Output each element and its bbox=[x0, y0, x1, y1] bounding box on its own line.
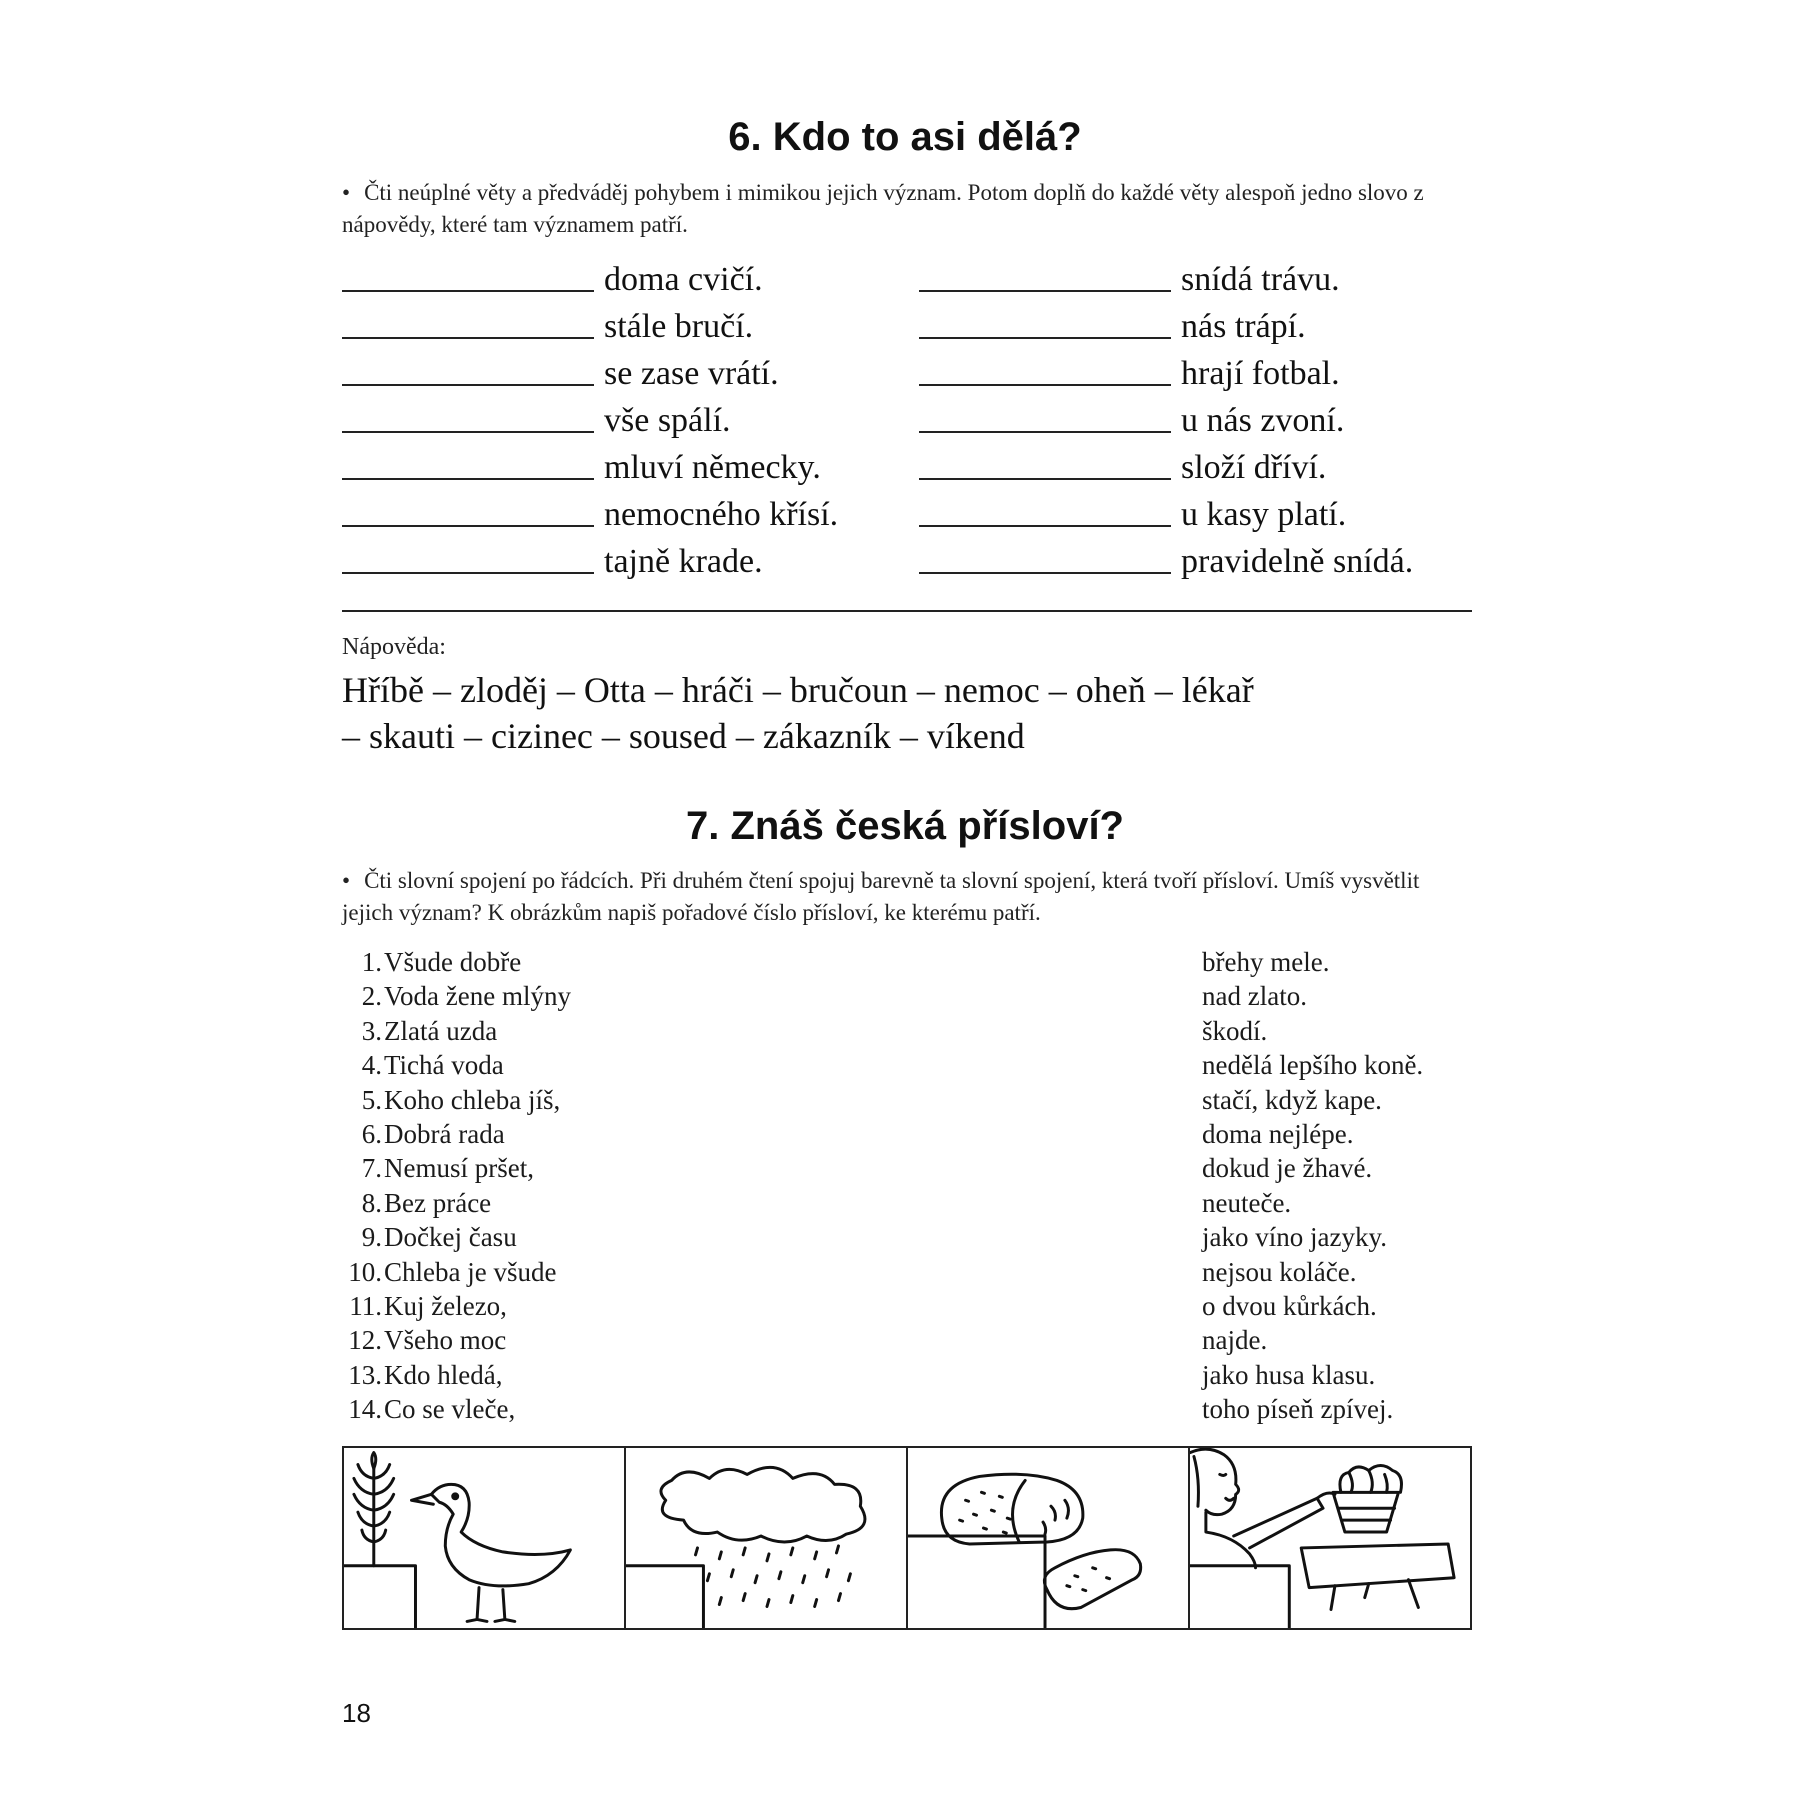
sentence-row bbox=[342, 352, 1472, 399]
picture-strip bbox=[342, 1446, 1472, 1630]
proverb-number: 5. bbox=[361, 1084, 382, 1115]
proverb-start[interactable]: Co se vleče, bbox=[384, 1394, 516, 1425]
sentence-row bbox=[342, 540, 1472, 587]
answer-blank[interactable] bbox=[342, 337, 594, 339]
proverb-row bbox=[342, 1358, 1472, 1392]
bullet: • bbox=[342, 868, 351, 893]
proverb-start[interactable]: Nemusí pršet, bbox=[384, 1153, 534, 1184]
answer-blank[interactable] bbox=[919, 431, 1171, 433]
hint-words-line: – skauti – cizinec – soused – zákazník – víkend bbox=[342, 716, 1025, 756]
answer-blank[interactable] bbox=[342, 525, 594, 527]
proverb-start[interactable]: Tichá voda bbox=[384, 1050, 504, 1081]
proverb-row bbox=[342, 1083, 1472, 1117]
proverb-end[interactable]: škodí. bbox=[1202, 1015, 1268, 1046]
proverb-end[interactable]: nedělá lepšího koně. bbox=[1202, 1050, 1424, 1081]
section-divider bbox=[342, 610, 1472, 612]
proverb-row bbox=[342, 1048, 1472, 1082]
sentence-text: vše spálí. bbox=[604, 402, 731, 439]
instruction-text: Čti slovní spojení po řádcích. Při druhém čtení spojuj barevně ta slovní spojení, která tvoří přísloví. Umíš vysvětlit jejich význam? K obrázkům napiš pořadové číslo přísloví, ke kterému patří. bbox=[342, 868, 1420, 925]
proverb-number: 9. bbox=[361, 1222, 382, 1253]
proverb-row bbox=[342, 1151, 1472, 1185]
answer-blank[interactable] bbox=[342, 431, 594, 433]
proverb-row bbox=[342, 1392, 1472, 1426]
sentence-text: u nás zvoní. bbox=[1181, 402, 1345, 439]
sentence-row bbox=[342, 305, 1472, 352]
proverb-end[interactable]: břehy mele. bbox=[1202, 947, 1330, 977]
proverb-number: 10. bbox=[348, 1256, 382, 1287]
proverb-number: 12. bbox=[348, 1325, 382, 1356]
proverb-row bbox=[342, 1117, 1472, 1151]
proverb-number: 6. bbox=[361, 1118, 382, 1149]
proverb-start[interactable]: Kdo hledá, bbox=[384, 1359, 503, 1390]
proverb-end[interactable]: stačí, když kape. bbox=[1202, 1084, 1382, 1115]
proverb-row bbox=[342, 1014, 1472, 1048]
sentence-row bbox=[342, 399, 1472, 446]
answer-blank[interactable] bbox=[342, 478, 594, 480]
answer-blank[interactable] bbox=[919, 525, 1171, 527]
sentence-text: tajně krade. bbox=[604, 543, 763, 580]
proverb-number: 13. bbox=[348, 1359, 382, 1390]
instruction-text: Čti neúplné věty a předváděj pohybem i mimikou jejich význam. Potom doplň do každé věty alespoň jedno slovo z nápovědy, které tam významem patří. bbox=[342, 180, 1424, 237]
proverb-start[interactable]: Kuj železo, bbox=[384, 1290, 507, 1321]
proverb-number: 8. bbox=[361, 1187, 382, 1218]
sentence-text: složí dříví. bbox=[1181, 449, 1327, 486]
exercise-7-title: 7. Znáš česká přísloví? bbox=[686, 804, 1124, 848]
sentence-text: se zase vrátí. bbox=[604, 355, 779, 392]
sentence-text: nemocného křísí. bbox=[604, 496, 839, 533]
proverb-number: 14. bbox=[348, 1394, 382, 1425]
proverb-end[interactable]: jako husa klasu. bbox=[1202, 1359, 1376, 1390]
proverb-end[interactable]: nejsou koláče. bbox=[1202, 1256, 1357, 1287]
proverb-end[interactable]: neuteče. bbox=[1202, 1187, 1292, 1218]
proverb-end[interactable]: najde. bbox=[1202, 1325, 1268, 1356]
goose-and-wheat-icon[interactable] bbox=[344, 1448, 626, 1628]
answer-blank[interactable] bbox=[919, 478, 1171, 480]
proverb-end[interactable]: doma nejlépe. bbox=[1202, 1118, 1354, 1149]
proverb-row bbox=[342, 979, 1472, 1013]
rain-cloud-icon[interactable] bbox=[626, 1448, 908, 1628]
sentence-row bbox=[342, 493, 1472, 540]
sentence-text: snídá trávu. bbox=[1181, 261, 1340, 298]
sentence-text: u kasy platí. bbox=[1181, 496, 1347, 533]
page-number: 18 bbox=[342, 1698, 371, 1728]
proverb-list bbox=[342, 945, 1472, 1426]
proverb-start[interactable]: Všeho moc bbox=[384, 1325, 507, 1356]
exercise-7-instruction bbox=[342, 865, 1472, 929]
exercise-6-title: 6. Kdo to asi dělá? bbox=[728, 115, 1082, 159]
proverb-number: 1. bbox=[361, 947, 382, 977]
answer-blank[interactable] bbox=[342, 572, 594, 574]
exercise-6-instruction bbox=[342, 177, 1472, 241]
answer-blank[interactable] bbox=[919, 290, 1171, 292]
proverb-start[interactable]: Všude dobře bbox=[384, 947, 522, 977]
answer-blank[interactable] bbox=[342, 384, 594, 386]
proverb-end[interactable]: toho píseň zpívej. bbox=[1202, 1394, 1394, 1425]
cakes-basket-icon[interactable] bbox=[1190, 1448, 1470, 1628]
fill-in-sentences bbox=[342, 258, 1472, 587]
answer-blank[interactable] bbox=[919, 384, 1171, 386]
proverb-start[interactable]: Zlatá uzda bbox=[384, 1015, 498, 1046]
proverb-row bbox=[342, 1220, 1472, 1254]
proverb-end[interactable]: o dvou kůrkách. bbox=[1202, 1290, 1377, 1321]
proverb-end[interactable]: nad zlato. bbox=[1202, 981, 1307, 1012]
answer-blank[interactable] bbox=[919, 572, 1171, 574]
proverb-end[interactable]: jako víno jazyky. bbox=[1202, 1222, 1387, 1253]
sentence-text: doma cvičí. bbox=[604, 261, 763, 298]
proverb-start[interactable]: Koho chleba jíš, bbox=[384, 1084, 561, 1115]
sentence-text: hrají fotbal. bbox=[1181, 355, 1340, 392]
proverb-start[interactable]: Dobrá rada bbox=[384, 1118, 505, 1149]
proverb-start[interactable]: Voda žene mlýny bbox=[384, 981, 571, 1012]
proverb-number: 3. bbox=[361, 1015, 382, 1046]
sentence-row bbox=[342, 258, 1472, 305]
proverb-number: 4. bbox=[361, 1050, 382, 1081]
proverb-number: 11. bbox=[349, 1290, 382, 1321]
answer-blank[interactable] bbox=[919, 337, 1171, 339]
proverb-row bbox=[342, 1289, 1472, 1323]
proverb-number: 2. bbox=[361, 981, 382, 1012]
sentence-text: nás trápí. bbox=[1181, 308, 1306, 345]
bread-loaf-icon[interactable] bbox=[908, 1448, 1190, 1628]
proverb-row bbox=[342, 1186, 1472, 1220]
proverb-number: 7. bbox=[361, 1153, 382, 1184]
proverb-start[interactable]: Dočkej času bbox=[384, 1222, 517, 1253]
answer-blank[interactable] bbox=[342, 290, 594, 292]
sentence-text: stále bručí. bbox=[604, 308, 754, 345]
hint-words-line: Hříbě – zloděj – Otta – hráči – bručoun – nemoc – oheň – lékař bbox=[342, 670, 1254, 710]
proverb-row bbox=[342, 1255, 1472, 1289]
proverb-start[interactable]: Bez práce bbox=[384, 1187, 492, 1218]
sentence-text: pravidelně snídá. bbox=[1181, 543, 1414, 580]
proverb-row bbox=[342, 1323, 1472, 1357]
sentence-text: mluví německy. bbox=[604, 449, 821, 486]
hint-label: Nápověda: bbox=[342, 634, 446, 660]
proverb-start[interactable]: Chleba je všude bbox=[384, 1256, 557, 1287]
proverb-end[interactable]: dokud je žhavé. bbox=[1202, 1153, 1373, 1184]
proverb-row bbox=[342, 945, 1472, 979]
sentence-row bbox=[342, 446, 1472, 493]
bullet: • bbox=[342, 180, 351, 205]
